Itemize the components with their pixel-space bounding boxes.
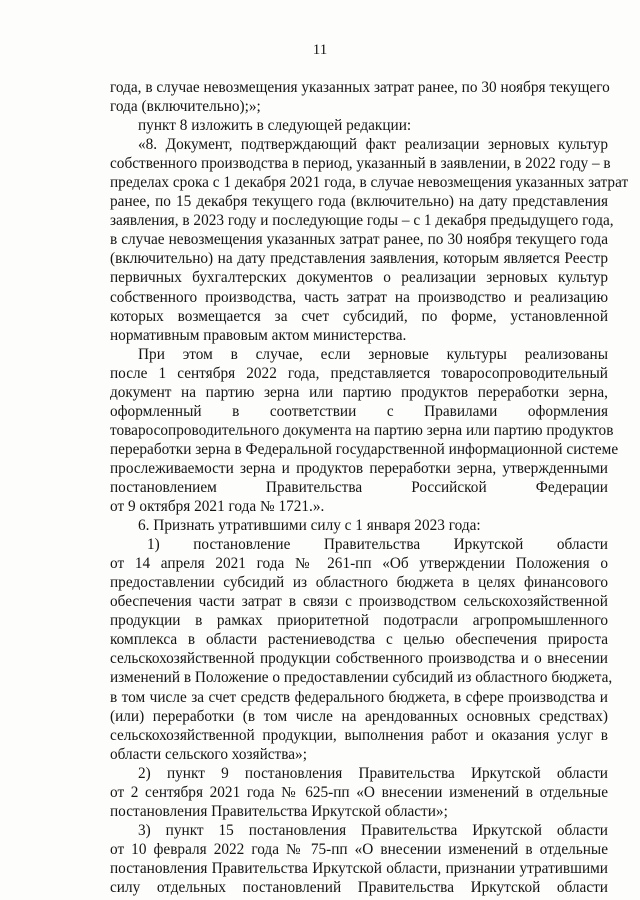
text-line: пункт 8 изложить в следующей редакции: (138, 117, 412, 135)
text-line: в случае невозмещения указанных затрат ранее, по 30 ноября текущего года (110, 231, 608, 249)
text-line: продукции в рамках приоритетной подотрасли агропромышленного (110, 612, 608, 630)
text-line: сельскохозяйственной продукции собственного производства и о внесении (110, 650, 608, 668)
text-line: ранее, по 15 декабря текущего года (включительно) на дату представления (110, 193, 608, 211)
text-line: 1) постановление Правительства Иркутской области (147, 536, 608, 554)
text-line: товаросопроводительного документа на партию зерна или партию продуктов (110, 421, 614, 439)
text-line: 3) пункт 15 постановления Правительства Иркутской области (138, 821, 608, 839)
text-line: переработки зерна в Федеральной государственной информационной системе (110, 440, 619, 458)
text-line: собственного производства, часть затрат на производство и реализацию (110, 288, 608, 306)
text-line: оформленный в соответствии с Правилами оформления (110, 402, 608, 420)
text-line: При этом в случае, если зерновые культуры реализованы (138, 345, 608, 363)
text-line: «8. Документ, подтверждающий факт реализации зерновых культур (138, 136, 608, 154)
text-line: предоставлении субсидий из областного бюджета в целях финансового (110, 574, 608, 592)
text-line: в том числе за счет средств федерального бюджета, в сфере производства и (110, 688, 608, 706)
text-line: прослеживаемости зерна и продуктов переработки зерна, утвержденными (110, 459, 608, 477)
text-line: нормативным правовым актом министерства. (110, 326, 407, 344)
text-line: которых возмещается за счет субсидий, по форме, установленной (110, 307, 608, 325)
text-line: собственного производства в период, указанный в заявлении, в 2022 году – в (110, 155, 611, 173)
text-line: пределах срока с 1 декабря 2021 года, в случае невозмещения указанных затрат (110, 174, 629, 192)
text-line: постановлением Правительства Российской Федерации (110, 478, 608, 496)
text-line: заявления, в 2023 году и последующие годы – с 1 декабря предыдущего года, (110, 212, 614, 230)
text-line: (включительно) на дату представления заявления, которым является Реестр (110, 250, 608, 268)
text-line: от 9 октября 2021 года № 1721.». (110, 498, 325, 516)
text-line: (или) переработки (в том числе на арендованных основных средствах) (110, 707, 608, 725)
text-line: года, в случае невозмещения указанных затрат ранее, по 30 ноября текущего (110, 79, 610, 96)
text-line: 6. Признать утратившими силу с 1 января 2023 года: (138, 517, 481, 535)
text-line: области сельского хозяйства»; (110, 745, 307, 763)
text-line: после 1 сентября 2022 года, представляется товаросопроводительный (110, 364, 608, 382)
text-line: года (включительно);»; (110, 98, 261, 116)
text-line: постановления Правительства Иркутской области, признании утратившими (110, 859, 608, 877)
text-line: сельскохозяйственной продукции, выполнения работ и оказания услуг в (110, 726, 608, 744)
document-body (110, 78, 629, 897)
text-line: от 14 апреля 2021 года № 261-пп «Об утверждении Положения о (110, 555, 608, 573)
text-line: документ на партию зерна или партию продуктов переработки зерна, (110, 383, 608, 401)
text-line: от 2 сентября 2021 года № 625-пп «О внесении изменений в отдельные (110, 783, 608, 801)
text-line: постановления Правительства Иркутской области»; (110, 802, 448, 820)
text-line: изменений в Положение о предоставлении субсидий из областного бюджета, (110, 669, 613, 687)
text-line: комплекса в области растениеводства с целью обеспечения прироста (110, 631, 608, 649)
page-number: 11 (312, 42, 328, 58)
text-line: силу отдельных постановлений Правительства Иркутской области (110, 878, 608, 896)
text-line: 2) пункт 9 постановления Правительства Иркутской области (138, 764, 608, 782)
text-line: первичных бухгалтерских документов о реализации зерновых культур (110, 269, 608, 287)
text-line: обеспечения части затрат в связи с производством сельскохозяйственной (110, 593, 608, 611)
text-line: от 10 февраля 2022 года № 75-пп «О внесении изменений в отдельные (110, 840, 608, 858)
